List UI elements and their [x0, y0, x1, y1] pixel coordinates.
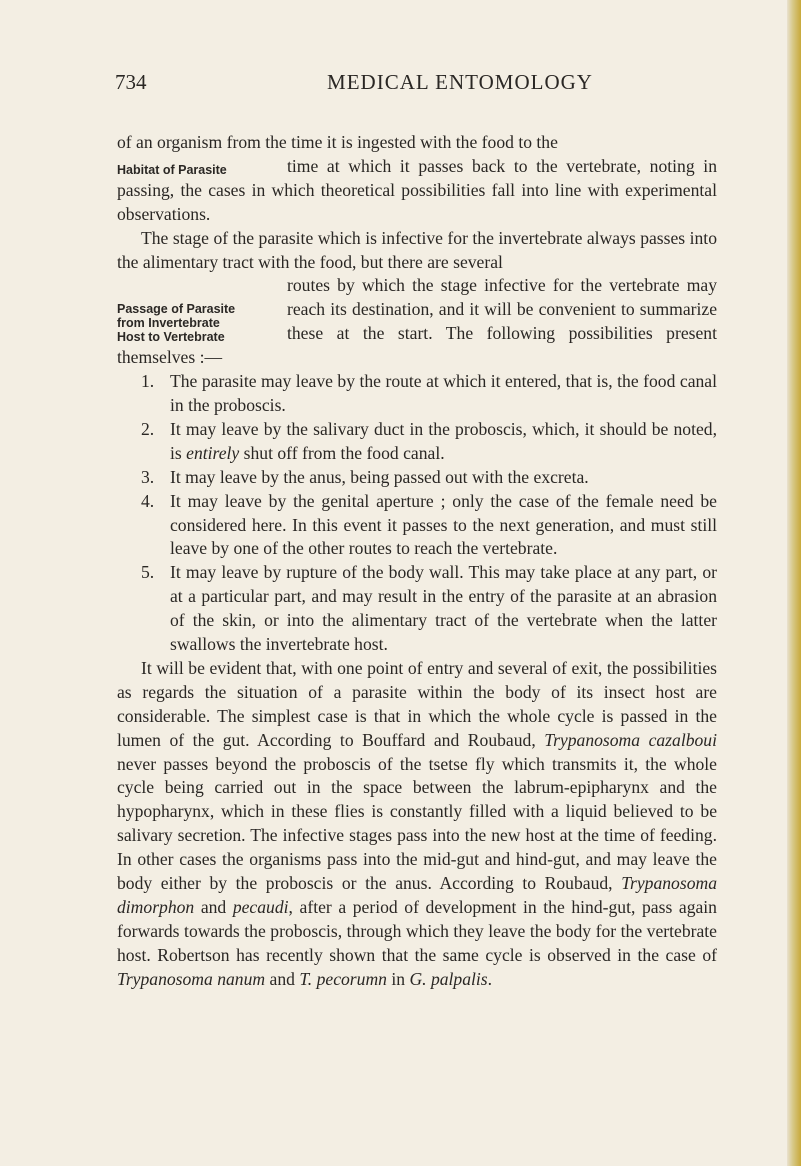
- list-number: 1.: [141, 371, 155, 392]
- margin-note-habitat-text: Habitat of Parasite: [117, 162, 227, 177]
- page-number: 734: [115, 70, 147, 94]
- species-name: pecaudi: [232, 897, 289, 917]
- text-run: and: [265, 968, 300, 989]
- list-emphasis: entirely: [186, 442, 240, 463]
- paragraph-3: [117, 657, 717, 992]
- list-item: [117, 418, 717, 466]
- list-text: It may leave by rupture of the body wall. This may take place at any part, or at a particular part, and may result in the entry of the parasite at an abrasion of the skin, or into the alimentary tract of the vertebrate when the latter swallows the invertebrate host.: [170, 562, 717, 655]
- species-name: T. pecorumn: [299, 968, 387, 989]
- list-item: [117, 490, 717, 562]
- margin-note-passage: [117, 274, 287, 344]
- list-number: 4.: [141, 490, 155, 511]
- text-run: , after a period of development in the hind-gut, pass again forwards towards the proboscis, through which they leave the body for the vertebrate host. Robertson has recently shown that the same cycle is observed in the case of: [117, 897, 717, 965]
- list-item: [117, 370, 717, 418]
- paragraph-1-start: of an organism from the time it is ingested with the food to the: [117, 132, 558, 152]
- paragraph-2-end: routes by which the stage infective for the vertebrate may reach its destination, and it will be convenient to summarize these at the start. The following possibilities present themselves :—: [117, 275, 717, 368]
- text-run: in: [386, 968, 410, 989]
- list-item: [117, 561, 717, 657]
- list-number: 5.: [141, 562, 155, 583]
- margin-note-passage-line-3: Host to Vertebrate: [117, 330, 225, 345]
- paragraph-1-end: time at which it passes back to the vertebrate, noting in passing, the cases in which theoretical possibilities fall into line with experimental observations.: [117, 155, 717, 224]
- margin-note-habitat: [117, 155, 287, 177]
- text-run: .: [487, 968, 493, 989]
- species-name: Trypanosoma dimorphon: [117, 873, 717, 917]
- list-text: It may leave by the genital aperture ; only the case of the female need be considered here. In this event it passes to the next generation, and must still leave by one of the other routes to reach the vertebrate.: [170, 490, 717, 559]
- list-number: 3.: [141, 466, 155, 487]
- species-name: Trypanosoma cazalboui: [544, 729, 717, 750]
- list-item: [117, 466, 717, 490]
- list-text: shut off from the food canal.: [239, 442, 445, 463]
- margin-note-passage-line-1: Passage of Parasite: [117, 302, 236, 317]
- page-header: [115, 70, 715, 100]
- species-name: G. palpalis: [409, 968, 488, 989]
- text-run: It will be evident that, with one point of entry and several of exit, the possibilities as regards the situation of a parasite within the body of its insect host are considerable. The simplest case is that in which the whole cycle is passed in the lumen of the gut. According to Bouffard and Roubaud,: [117, 657, 717, 750]
- possibilities-list: [117, 370, 717, 657]
- margin-note-passage-line-2: from Invertebrate: [117, 316, 220, 331]
- list-number: 2.: [141, 418, 155, 439]
- body-text: [117, 131, 717, 992]
- list-text: The parasite may leave by the route at which it entered, that is, the food canal in the proboscis.: [170, 371, 717, 415]
- running-title: MEDICAL ENTOMOLOGY: [327, 70, 593, 94]
- text-run: never passes beyond the proboscis of the tsetse fly which transmits it, the whole cycle being carried out in the space between the labrum-epipharynx and the hypopharynx, which in these flies is constantly filled with a liquid believed to be salivary secretion. The infective stages pass into the new host at the time of feeding. In other cases the organisms pass into the mid-gut and hind-gut, and may leave the body either by the proboscis or the anus. According to Roubaud,: [117, 753, 717, 894]
- list-text: It may leave by the anus, being passed out with the excreta.: [170, 466, 589, 487]
- species-name: Trypanosoma nanum: [117, 968, 266, 989]
- page-edge: [787, 0, 801, 1166]
- text-run: and: [194, 897, 233, 917]
- list-text: It may leave by the salivary duct in the proboscis, which, it should be noted, is: [170, 418, 717, 463]
- paragraph-2-start: The stage of the parasite which is infective for the invertebrate always passes into the alimentary tract with the food, but there are several: [117, 227, 717, 272]
